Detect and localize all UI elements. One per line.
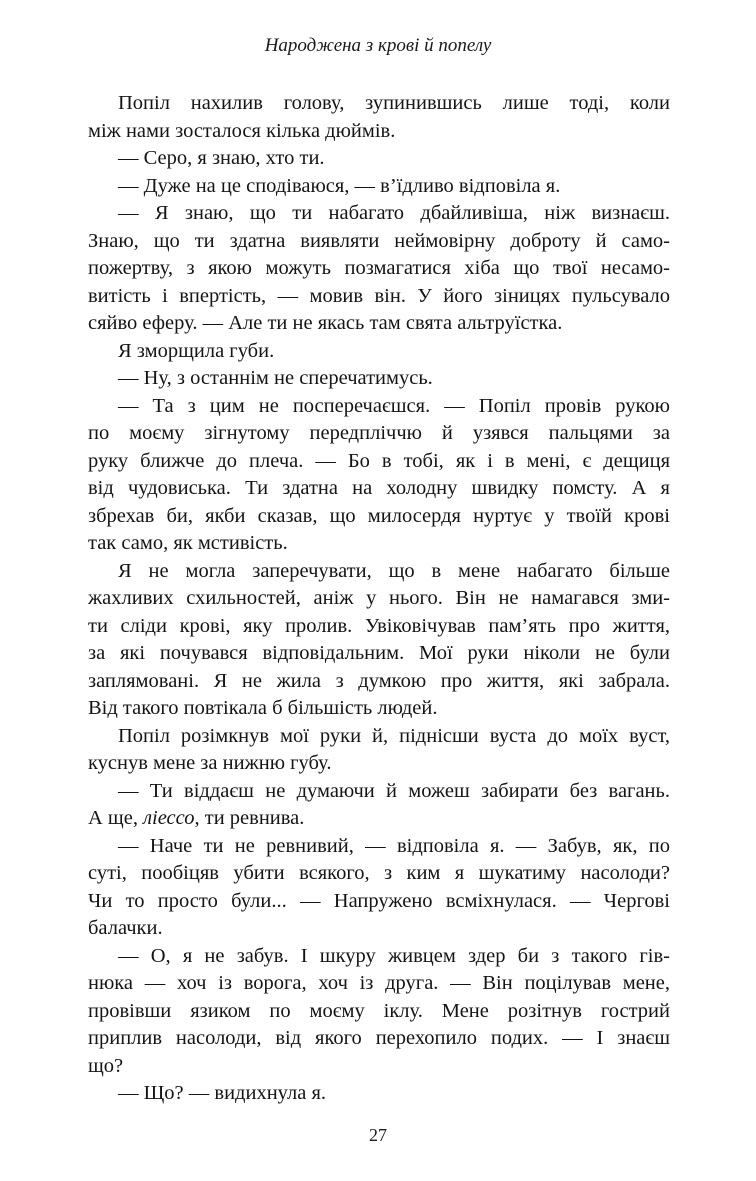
text-line: від чудовиська. Ти здатна на холодну швидку помсту. А я: [88, 477, 670, 499]
text-line: — Наче ти не ревнивий, — відповіла я. — Забув, як, по: [118, 834, 670, 857]
text-line: Знаю, що ти здатна виявляти неймовірну доброту й само-: [88, 229, 670, 252]
text-line: заплямовані. Я не жила з думкою про життя, які забрала.: [88, 669, 670, 692]
text-line: нюка — хоч із ворога, хоч із друга. — Він поцілував мене,: [88, 972, 670, 994]
text-line: так само, як мстивість.: [88, 532, 288, 554]
text-line: Попіл нахилив голову, зупинившись лише тоді, коли: [118, 92, 670, 114]
text-line: витість і впертість, — мовив він. У його зіницях пульсувало: [88, 284, 670, 307]
text-line: між нами зосталося кілька дюймів.: [88, 119, 396, 142]
text-line: — Ти віддаєш не думаючи й можеш забирати без вагань.: [118, 779, 670, 802]
text-line: — Ну, з останнім не сперечатимусь.: [118, 367, 433, 389]
text-line: — Дуже на це сподіваюся, — в’їдливо відповіла я.: [118, 174, 561, 197]
text-line: пожертву, з якою можуть позмагатися хіба що твої несамо-: [88, 257, 670, 279]
text-line: Чи то просто були... — Напружено всміхнулася. — Чергові: [88, 889, 670, 912]
text-line: — Що? — видихнула я.: [118, 1082, 327, 1104]
text-line: провівши язиком по моєму іклу. Мене розітнув гострий: [88, 999, 670, 1022]
running-header: Народжена з крові й попелу: [264, 35, 492, 56]
text-line: — Та з цим не посперечаєшся. — Попіл провів рукою: [118, 394, 670, 417]
italic-text: ліессо: [143, 807, 195, 829]
page-number: 27: [369, 1125, 387, 1145]
text-line: Попіл розімкнув мої руки й, піднісши вуста до моїх вуст,: [118, 724, 670, 747]
body-text: [88, 90, 670, 1108]
text-line: приплив насолоди, від якого перехопило подих. — І знаєш: [88, 1027, 670, 1049]
text-line: жахливих схильностей, аніж у нього. Він не намагався зми-: [88, 587, 670, 609]
text-line: ти сліди крові, яку пролив. Увіковічував пам’ять про життя,: [88, 614, 670, 637]
text-line: балачки.: [88, 917, 163, 939]
text-line: за які почувався відповідальним. Мої руки ніколи не були: [88, 642, 670, 664]
text-line: — Я знаю, що ти набагато дбайливіша, ніж визнаєш.: [118, 202, 670, 224]
text-line: Від такого повтікала б більшість людей.: [88, 697, 438, 719]
text-line: Я не могла заперечувати, що в мене набагато більше: [118, 559, 670, 582]
text-line: — О, я не забув. І шкуру живцем здер би з такого гів-: [118, 944, 670, 967]
text-line: Я зморщила губи.: [118, 339, 275, 362]
text-line: збрехав би, якби сказав, що милосердя нуртує у твоїй крові: [88, 504, 670, 527]
text-line: суті, пообіцяв убити всякого, з ким я шукатиму насолоди?: [88, 862, 670, 884]
text-line: що?: [88, 1054, 124, 1077]
text-line: руку ближче до плеча. — Бо в тобі, як і в мені, є дещиця: [88, 449, 670, 472]
text-line: по моєму зігнутому передпліччю й узявся пальцями за: [88, 422, 670, 444]
text-line: куснув мене за нижню губу.: [88, 752, 332, 774]
text-line: сяйво еферу. — Але ти не якась там свята альтруїстка.: [88, 312, 563, 334]
text-line: — Серо, я знаю, хто ти.: [118, 147, 325, 169]
text-line: А ще, ліессо, ти ревнива.: [88, 807, 305, 829]
